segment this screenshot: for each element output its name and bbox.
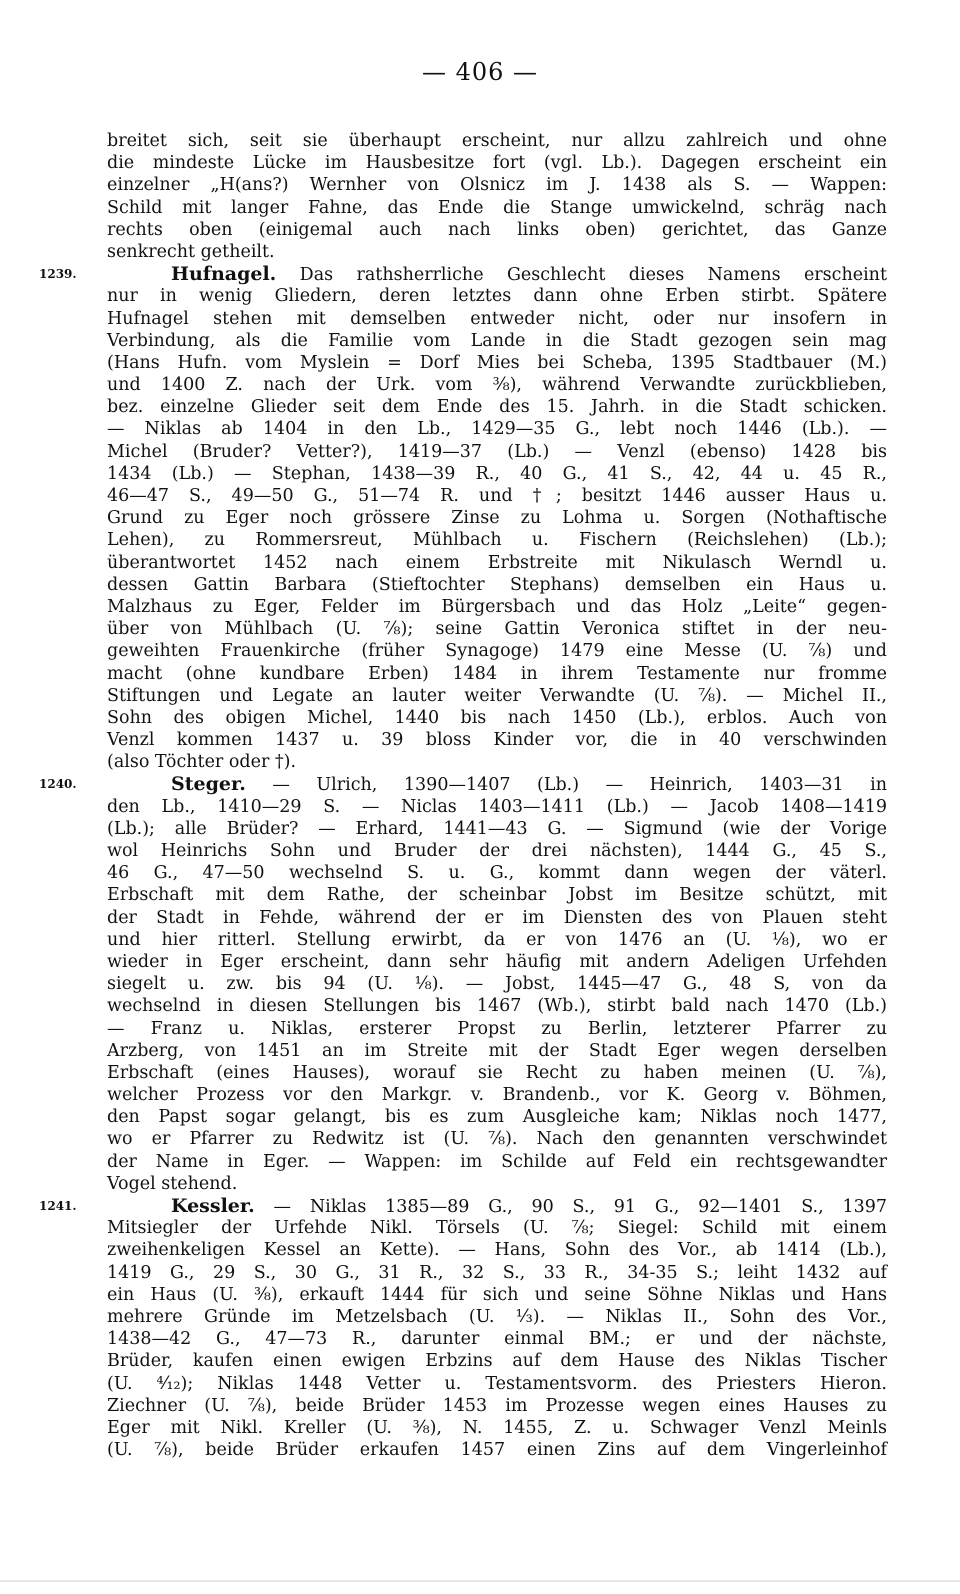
text-line: siegelt u. zw. bis 94 (U. ¹⁄₈). — Jobst, 1445—47 G., 48 S, von da [107,974,887,995]
text-line: wieder in Eger erscheint, dann sehr häufig mit andern Adeligen Urfehden [107,951,887,972]
text-line: 1438—42 G., 47—73 R., darunter einmal BM.; er und der nächste, [107,1329,887,1350]
text-line: Sohn des obigen Michel, 1440 bis nach 1450 (Lb.), erblos. Auch von [107,707,887,728]
text-line: Grund zu Eger noch grössere Zinse zu Lohma u. Sorgen (Nothaftische [107,508,887,529]
text-line: breitet sich, seit sie überhaupt erscheint, nur allzu zahlreich und ohne [107,131,887,151]
family-name: Hufnagel. [171,263,277,286]
text-line: den Lb., 1410—29 S. — Niclas 1403—1411 (Lb.) — Jacob 1408—1419 [107,796,887,817]
text-line: Stiftungen und Legate an lauter weiter Verwandte (U. ⅞). — Michel II., [107,685,887,706]
entry-number: 1239. [39,267,77,282]
text-line: überantwortet 1452 nach einem Erbstreite mit Nikulasch Werndl u. [107,552,887,573]
text-line: Arzberg, von 1451 an im Streite mit der Stadt Eger wegen derselben [107,1040,887,1061]
text-line: — Niklas ab 1404 in den Lb., 1429—35 G., lebt noch 1446 (Lb.). — [107,419,887,440]
entry-number: 1241. [39,1199,77,1213]
text-line: 1419 G., 29 S., 30 G., 31 R., 32 S., 33 R., 34-35 S.; leiht 1432 auf [107,1262,887,1283]
text-line: (U. ⁴⁄₁₂); Niklas 1448 Vetter u. Testamentsvorm. des Priesters Hieron. [107,1373,887,1394]
text-line: die mindeste Lücke im Hausbesitze fort (vgl. Lb.). Dagegen erscheint ein [107,153,887,174]
text-line: mehrere Gründe im Metzelsbach (U. ¹⁄₃). — Niklas II., Sohn des Vor., [107,1306,887,1327]
text-line: welcher Prozess vor den Markgr. v. Brandenb., vor K. Georg v. Böhmen, [107,1085,887,1106]
text-line: Erbschaft mit dem Rathe, der scheinbar Jobst im Besitze schützt, mit [107,885,887,906]
text-line: der Stadt in Fehde, während der er im Diensten des von Plauen steht [107,907,887,928]
text-line: der Name in Eger. — Wappen: im Schilde auf Feld ein rechtsgewandter [107,1151,887,1172]
text-line: wechselnd in diesen Stellungen bis 1467 (Wb.), stirbt bald nach 1470 (Lb.) [107,996,887,1017]
entry-heading [39,773,887,796]
text-line: nur in wenig Gliedern, deren letztes dann ohne Erben stirbt. Spätere [107,286,887,307]
entry-heading [39,1195,887,1217]
entry-heading [39,263,887,286]
text-line: rechts oben (einigemal auch nach links oben) gerichtet, das Ganze [107,219,887,240]
text-line: Lehen), zu Rommersreut, Mühlbach u. Fischern (Reichslehen) (Lb.); [107,530,887,551]
text-line: Schild mit langer Fahne, das Ende die Stange umwickelnd, schräg nach [107,197,887,218]
page-number: — 406 — [421,58,539,86]
text-line: und hier ritterl. Stellung erwirbt, da er von 1476 an (U. ¹⁄₈), wo er [107,929,887,950]
text-line: (Hans Hufn. vom Myslein = Dorf Mies bei Scheba, 1395 Stadtbauer (M.) [107,352,887,373]
text-line: ein Haus (U. ³⁄₈), erkauft 1444 für sich und seine Söhne Niklas und Hans [107,1284,887,1305]
text-line: (Lb.); alle Brüder? — Erhard, 1441—43 G. — Sigmund (wie der Vorige [107,818,887,839]
text-line: einzelner „H(ans?) Wernher von Olsnicz im J. 1438 als S. — Wappen: [107,175,887,196]
text-line: wo er Pfarrer zu Redwitz ist (U. ⅞). Nach den genannten verschwindet [107,1129,887,1150]
text-line: Hufnagel stehen mit demselben entweder nicht, oder nur insofern in [107,308,887,329]
entry-steger [39,773,887,1195]
page-bottom-edge [0,1580,960,1582]
entry-heading-text: — Niklas 1385—89 G., 90 S., 91 G., 92—1401 S., 1397 [254,1197,887,1217]
text-line: senkrecht getheilt. [107,241,275,262]
text-line: Ziechner (U. ⅞), beide Brüder 1453 im Prozesse wegen eines Hauses zu [107,1395,887,1416]
text-line: 1434 (Lb.) — Stephan, 1438—39 R., 40 G., 41 S., 42, 44 u. 45 R., [107,463,887,484]
body-text [39,130,887,1461]
text-line: bez. einzelne Glieder seit dem Ende des 15. Jahrh. in die Stadt schicken. [107,397,887,418]
text-line: — Franz u. Niklas, ersterer Propst zu Berlin, letzterer Pfarrer zu [107,1018,887,1039]
text-line: über von Mühlbach (U. ⅞); seine Gattin Veronica stiftet in der neu- [107,619,887,640]
text-line: und 1400 Z. nach der Urk. vom ³⁄₈), während Verwandte zurückblieben, [107,375,887,396]
entry-number: 1240. [39,777,77,792]
text-line: den Papst sogar gelangt, bis es zum Ausgleiche kam; Niklas noch 1477, [107,1107,887,1128]
text-line: (U. ⅞), beide Brüder erkaufen 1457 einen Zins auf dem Vingerleinhof [107,1440,887,1461]
text-line: wol Heinrichs Sohn und Bruder der drei nächsten), 1444 G., 45 S., [107,841,887,861]
text-line: macht (ohne kundbare Erben) 1484 in ihrem Testamente nur fromme [107,663,887,684]
text-line: Erbschaft (eines Hauses), worauf sie Recht zu haben meinen (U. ⅞), [107,1062,887,1083]
text-line: Eger mit Nikl. Kreller (U. ³⁄₈), N. 1455, Z. u. Schwager Venzl Meinls [107,1417,887,1438]
text-line: Brüder, kaufen einen ewigen Erbzins auf dem Hause des Niklas Tischer [107,1351,887,1372]
entry-kessler [39,1195,887,1461]
text-line: Mitsiegler der Urfehde Nikl. Törsels (U. ⅞; Siegel: Schild mit einem [107,1218,887,1239]
text-line: Verbindung, als die Familie vom Lande in die Stadt gezogen sein mag [107,330,887,351]
text-line: (also Töchter oder †). [107,752,297,773]
text-line: geweihten Frauenkirche (früher Synagoge) 1479 eine Messe (U. ⅞) und [107,641,887,662]
family-name: Steger. [171,773,246,796]
family-name: Kessler. [171,1195,255,1217]
intro-paragraph [107,130,887,263]
text-line: 46—47 S., 49—50 G., 51—74 R. und †; besitzt 1446 ausser Haus u. [107,486,887,506]
text-line: zweihenkeligen Kessel an Kette). — Hans, Sohn des Vor., ab 1414 (Lb.), [107,1240,887,1261]
text-line: dessen Gattin Barbara (Stieftochter Stephans) demselben ein Haus u. [107,574,887,595]
entry-heading-text: Das rathsherrliche Geschlecht dieses Namens erscheint [276,265,887,286]
text-line: Malzhaus zu Eger, Felder im Bürgersbach und das Holz „Leite“ gegen- [107,596,887,617]
entry-heading-text: — Ulrich, 1390—1407 (Lb.) — Heinrich, 1403—31 in [245,775,887,796]
text-line: Michel (Bruder? Vetter?), 1419—37 (Lb.) — Venzl (ebenso) 1428 bis [107,441,887,462]
text-line: 46 G., 47—50 wechselnd S. u. G., kommt dann wegen der väterl. [107,863,887,884]
text-line: Vogel stehend. [107,1173,238,1194]
entry-hufnagel [39,263,887,773]
text-line: Venzl kommen 1437 u. 39 bloss Kinder vor, die in 40 verschwinden [107,730,887,751]
